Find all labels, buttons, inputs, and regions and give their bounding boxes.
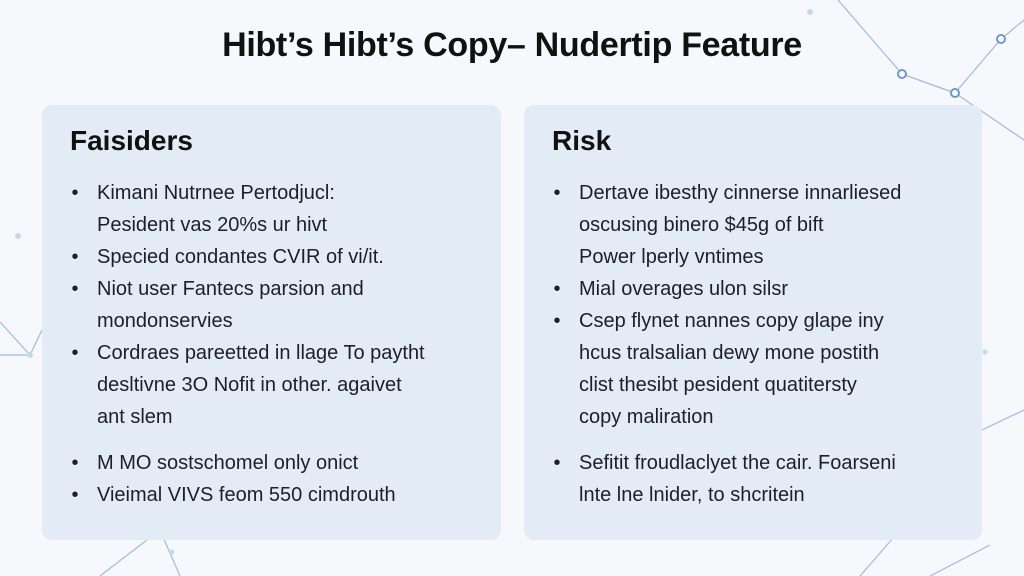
list-item-text: Specied condantes CVIR of vi/it. xyxy=(97,246,384,268)
list-item xyxy=(70,337,425,433)
page-title: Hibt’s Hibt’s Copy– Nudertip Feature xyxy=(222,26,802,64)
risk-list xyxy=(552,177,901,511)
list-item-text: ant slem xyxy=(97,406,173,428)
list-item xyxy=(552,447,901,511)
list-item-text: Mial overages ulon silsr xyxy=(579,278,788,300)
pros-heading: Faisiders xyxy=(70,125,193,156)
list-item-text: Niot user Fantecs parsion and xyxy=(97,278,364,300)
risk-heading: Risk xyxy=(552,125,612,156)
pros-panel xyxy=(42,105,501,540)
bullet-icon: • xyxy=(553,452,561,474)
list-item-text: Sefitit froudlaclyet the cair. Foarseni xyxy=(579,452,896,474)
list-item-text: mondonservies xyxy=(97,310,233,332)
list-item xyxy=(70,479,425,511)
list-item xyxy=(552,177,901,273)
bullet-icon: • xyxy=(71,246,79,268)
list-item xyxy=(552,305,901,433)
risk-panel xyxy=(524,105,982,540)
list-item-text: Dertave ibesthy cinnerse innarliesed xyxy=(579,182,902,204)
pros-list xyxy=(70,177,425,511)
list-item xyxy=(70,177,425,241)
list-item-text: desltivne 3O Nofit in other. agaivet xyxy=(97,374,402,396)
bullet-icon: • xyxy=(71,452,79,474)
list-item-text: Power lperly vntimes xyxy=(579,246,764,268)
list-item-text: Pesident vas 20%s ur hivt xyxy=(97,214,328,236)
bullet-icon: • xyxy=(71,182,79,204)
list-item-text: Kimani Nutrnee Pertodjucl: xyxy=(97,182,335,204)
list-item-text: Vieimal VIVS feom 550 cimdrouth xyxy=(97,484,396,506)
list-item-text: Cordraes pareetted in llage To paytht xyxy=(97,342,425,364)
bullet-icon: • xyxy=(71,342,79,364)
bullet-icon: • xyxy=(71,484,79,506)
list-item xyxy=(552,273,901,305)
bullet-icon: • xyxy=(71,278,79,300)
list-item-text: lnte lne lnider, to shcritein xyxy=(579,484,805,506)
list-item-text: copy maliration xyxy=(579,406,714,428)
list-item xyxy=(70,273,425,337)
list-item-text: Csep flynet nannes copy glape iny xyxy=(579,310,884,332)
list-item xyxy=(70,241,425,273)
list-item xyxy=(70,447,425,479)
list-item-text: hcus tralsalian dewy mone postith xyxy=(579,342,880,364)
list-item-text: M MO sostschomel only onict xyxy=(97,452,359,474)
bullet-icon: • xyxy=(553,278,561,300)
bullet-icon: • xyxy=(553,310,561,332)
list-item-text: clist thesibt pesident quatitersty xyxy=(579,374,857,396)
bullet-icon: • xyxy=(553,182,561,204)
list-item-text: oscusing binero $45g of bift xyxy=(579,214,824,236)
